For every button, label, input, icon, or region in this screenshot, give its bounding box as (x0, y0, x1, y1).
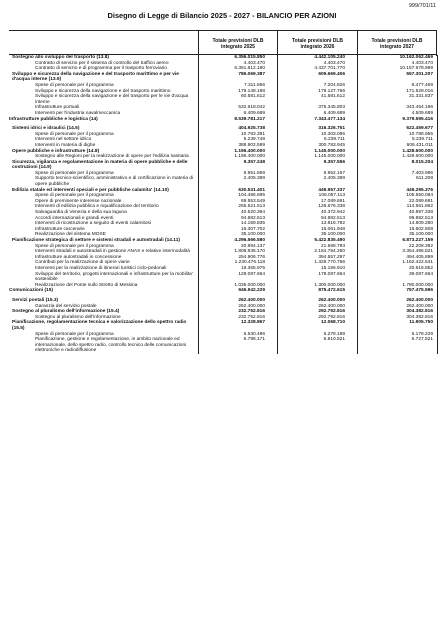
value-2026: 875.472.615 (318, 288, 345, 294)
program-row (9, 72, 437, 83)
value-2026: 1.145.000.000 (314, 154, 345, 160)
column-header-2025: Totale previsioni DLB integrato 2025 (198, 31, 277, 56)
value-2027: 5.239.711 (412, 137, 433, 143)
row-label: Interventi nel settore idrico (35, 137, 92, 143)
value-2027: 494.405.899 (406, 254, 433, 260)
row-label: Opere pubbliche e infrastrutture (14.8) (12, 148, 100, 154)
value-2025: 262.400.000 (238, 297, 265, 303)
value-2027: 3.354.486.821 (402, 249, 433, 255)
row-label: Infrastrutture pubbliche e logistica (14) (9, 116, 98, 122)
row-label: Accordi internazionali e grandi eventi (35, 215, 114, 221)
row-label: Comunicazioni (15) (9, 288, 53, 294)
value-2026: 7.204.826 (323, 82, 345, 88)
value-2027: 10.162.062.469 (399, 55, 433, 60)
row-label: Contratto di servizio e di programma per il trasporto ferroviario (35, 66, 167, 72)
value-2025: 6.356.015.850 (234, 55, 265, 60)
row-label: Servizi postali (15.3) (12, 297, 59, 303)
row-label: Garanzia del servizio postale (35, 303, 97, 309)
value-2027: 114.561.862 (406, 204, 433, 210)
value-2025: 5.798.171 (243, 337, 265, 343)
value-2027: 40.897.338 (408, 210, 433, 216)
value-2026: 5.422.835.490 (314, 238, 345, 243)
row-label: Sviluppo e sicurezza della navigazione e del trasporto marittimo e per vie d'acqua interne (13.9) (12, 71, 179, 83)
value-2027: 22.208.392 (408, 243, 433, 249)
value-2026: 1.300.000.000 (314, 282, 345, 288)
value-2027: 20.616.852 (408, 265, 433, 271)
value-2027: 22.089.691 (408, 198, 433, 204)
value-2026: 21.568.793 (320, 243, 345, 249)
value-2027: 8.015.204 (411, 159, 433, 165)
column-divider (437, 55, 438, 354)
value-2025: 8.539.781.217 (234, 116, 265, 122)
row-label: Spese di personale per il programma (35, 243, 114, 249)
value-2025: 232.752.816 (238, 314, 265, 320)
row-label: Opere di preminente interesse nazionale (35, 198, 122, 204)
mission-row (9, 288, 437, 294)
action-row (9, 176, 437, 187)
value-2026: 292.792.816 (318, 309, 345, 315)
value-2025: 2.405.389 (243, 176, 265, 182)
value-2025: 6.530.496 (243, 331, 265, 337)
value-2027: 16.602.608 (408, 226, 433, 232)
value-2027: 611.208 (416, 176, 433, 182)
value-2025: 35.100.000 (240, 232, 265, 238)
action-row (9, 94, 437, 105)
value-2026: 394.557.297 (318, 254, 345, 260)
value-2027: 99.882.513 (408, 215, 433, 221)
value-2027: 6.873.227.159 (402, 238, 433, 243)
row-label: Infrastrutture autostradali in concessione (35, 254, 122, 260)
value-2025: 4.403.470 (243, 60, 265, 66)
value-2027: 557.301.207 (406, 71, 433, 77)
row-label: Realizzazione del Ponte sullo Stretto di Messina (35, 282, 138, 288)
value-2026: 4.437.701.770 (314, 66, 345, 72)
value-2025: 1.196.400.000 (234, 148, 265, 154)
value-2025: 404.925.738 (238, 126, 265, 132)
value-2027: 171.528.016 (406, 88, 433, 94)
row-label: Contratto di servizio per il sistema di controllo del traffico aereo (35, 60, 169, 66)
row-label: Interventi in materia di dighe (35, 142, 96, 148)
value-2026: 375.345.803 (318, 105, 345, 111)
value-2025: 7.311.856 (244, 82, 265, 88)
value-2026: 5.239.711 (324, 137, 345, 143)
row-label: Infrastrutture carcerarie (35, 226, 85, 232)
row-label: Pianificazione strategica di settore e sistemi stradali e autostradali (14.11) (12, 238, 180, 243)
value-2027: 11.905.750 (409, 320, 433, 326)
row-label: Sostegno al pluralismo dell'informazione (35, 314, 121, 320)
value-2027: 606.431.011 (406, 142, 433, 148)
action-row (9, 337, 437, 354)
value-2025: 60.581.612 (240, 94, 265, 100)
value-2026: 41.581.612 (320, 94, 345, 100)
value-2026: 17.089.691 (320, 198, 345, 204)
row-label: Interventi stradali e autostradali in gestione ANAS e relative intermodalità (35, 249, 190, 255)
row-label: Salvaguardia di Venezia e della sua laguna (35, 210, 127, 216)
mission-row (9, 117, 437, 123)
row-label: Spese di personale per il programma (35, 193, 114, 199)
row-label: Sviluppo del territorio, progetti internazionali e infrastrutture per la mobilita' sostenibile (35, 271, 193, 283)
value-2025: 19.365.975 (240, 265, 265, 271)
program-row (9, 160, 437, 171)
page-number: 999/701/11 (408, 3, 436, 9)
value-2026: 94.882.513 (320, 215, 345, 221)
row-label: Sicurezza, vigilanza e regolamentazione in materia di opere pubbliche e delle costruzioni (14.9) (12, 159, 188, 171)
value-2027: 39.087.664 (408, 271, 433, 277)
value-2025: 262.400.000 (238, 303, 265, 309)
value-2025: 5.239.748 (243, 137, 265, 143)
value-2025: 40.520.394 (240, 210, 265, 216)
value-2027: 5.727.521 (411, 337, 433, 343)
value-2025: 388.902.599 (238, 142, 265, 148)
value-2026: 5.810.521 (323, 337, 345, 343)
value-2026: 126.676.338 (318, 204, 345, 210)
value-2025: 1.035.000.000 (234, 282, 265, 288)
value-2025: 20.894.137 (240, 243, 265, 249)
value-2025: 946.942.229 (238, 288, 265, 294)
value-2027: 31.331.837 (408, 94, 433, 100)
table-body (9, 55, 437, 354)
value-2027: 9.379.595.416 (402, 116, 433, 122)
value-2025: 16.307.702 (240, 226, 265, 232)
value-2026: 10.303.095 (320, 131, 345, 137)
row-label: Interventi di edilizia pubblica e riqualificazione del territorio (35, 204, 159, 210)
value-2027: 14.809.280 (408, 221, 433, 227)
value-2026: 6.409.689 (323, 110, 345, 116)
value-2026: 106.057.113 (318, 193, 345, 199)
value-2026: 15.156.910 (320, 265, 345, 271)
value-2026: 179.127.766 (318, 88, 345, 94)
value-2025: 179.148.188 (238, 88, 265, 94)
row-label: Sostegno al pluralismo dell'informazione (15.4) (12, 309, 120, 315)
page-title: Disegno di Legge di Bilancio 2025 - 2027 - BILANCIO PER AZIONI (107, 11, 337, 20)
column-header-2027: Totale previsioni DLB integrato 2027 (357, 31, 437, 56)
value-2027: 449.295.376 (406, 187, 433, 193)
row-label: Contributi per la realizzazione di opere viarie (35, 260, 130, 266)
value-2026: 1.328.770.766 (314, 260, 345, 266)
value-2026: 2.184.794.260 (314, 249, 345, 255)
value-2025: 1.808.836.170 (234, 249, 265, 255)
value-2027: 757.475.596 (406, 288, 433, 294)
row-label: Interventi per la realizzazione di itinerari turistici ciclo-pedonali (35, 265, 167, 271)
value-2026: 7.343.477.134 (314, 116, 345, 122)
value-2026: 40.372.942 (320, 210, 345, 216)
value-2026: 12.068.710 (320, 320, 345, 326)
value-2026: 300.783.945 (318, 142, 345, 148)
table-header (9, 30, 437, 55)
value-2025: 630.531.401 (238, 187, 265, 193)
value-2026: 6.278.189 (323, 331, 345, 337)
program-row (9, 320, 437, 331)
value-2025: 4.296.566.580 (234, 238, 265, 243)
value-2025: 254.906.776 (238, 254, 265, 260)
value-2026: 16.061.948 (320, 226, 345, 232)
value-2025: 69.553.549 (240, 198, 265, 204)
row-label: Pianificazione, regolamentazione tecnica e valorizzazione dello spettro radio (15.5) (12, 320, 187, 331)
value-2025: 9.357.248 (243, 159, 265, 165)
value-2025: 104.486.895 (238, 193, 265, 199)
value-2027: 1.428.600.000 (402, 154, 433, 160)
value-2026: 178.087.664 (318, 271, 345, 277)
value-2026: 316.326.751 (318, 126, 345, 132)
value-2026: 9.357.556 (323, 159, 345, 165)
value-2027: 1.162.422.541 (402, 260, 433, 266)
budget-table (9, 30, 437, 354)
row-label: Interventi per l'industria navalmeccanica (35, 110, 121, 116)
value-2026: 35.100.000 (320, 232, 345, 238)
value-2025: 14.159.835 (240, 221, 265, 227)
value-2027: 304.382.816 (406, 314, 433, 320)
value-2026: 13.816.792 (320, 221, 345, 227)
value-2025: 1.196.400.000 (234, 154, 265, 160)
value-2025: 12.328.867 (240, 320, 265, 326)
value-2027: 7.403.996 (411, 170, 433, 176)
value-2025: 6.409.689 (243, 110, 265, 116)
row-label: Spese di personale per il programma (35, 331, 114, 337)
value-2027: 622.459.677 (406, 126, 433, 132)
row-label: Sostegno alle Regioni per la realizzazione di opere per l'edilizia sanitaria (35, 154, 189, 160)
row-label: Sistemi idrici e idraulici (14.5) (12, 126, 80, 132)
row-label: Sviluppo e sicurezza della navigazione e del trasporto marittimo (35, 88, 171, 94)
value-2027: 262.400.000 (406, 297, 433, 303)
value-2025: 786.069.387 (238, 71, 265, 77)
value-2027: 6.178.229 (411, 331, 433, 337)
value-2027: 1.428.600.000 (402, 148, 433, 154)
value-2027: 35.100.000 (408, 232, 433, 238)
value-2025: 129.087.664 (238, 271, 265, 277)
value-2026: 292.792.816 (318, 314, 345, 320)
value-2027: 1.780.000.000 (402, 282, 433, 288)
value-2025: 6.351.612.180 (234, 66, 265, 72)
value-2026: 4.442.105.240 (314, 55, 345, 60)
value-2026: 6.952.167 (323, 170, 345, 176)
value-2027: 10.157.678.999 (399, 66, 433, 72)
value-2026: 262.400.000 (318, 297, 345, 303)
value-2026: 2.405.389 (323, 176, 345, 182)
value-2025: 6.951.859 (243, 170, 265, 176)
row-label: Supporto tecnico-scientifico, amministrativo e di certificazione in materia di opere pubbliche (35, 176, 194, 188)
row-label: Spese di personale per il programma (35, 170, 114, 176)
value-2027: 10.788.955 (408, 131, 433, 137)
row-label: Spese di personale per il programma (35, 131, 114, 137)
value-2026: 449.957.337 (318, 187, 345, 193)
value-2027: 6.477.469 (411, 82, 433, 88)
value-2026: 4.403.470 (323, 60, 345, 66)
value-2025: 532.618.042 (238, 105, 265, 111)
value-2027: 4.509.689 (411, 110, 433, 116)
row-label: Infrastrutture portuali (35, 105, 80, 111)
action-row (9, 272, 437, 283)
row-label: Realizzazione del sistema MOSE (35, 232, 106, 238)
row-label: Sviluppo e sicurezza della navigazione e del trasporto per le vie d'acqua interne (35, 94, 189, 105)
value-2027: 304.382.816 (406, 309, 433, 315)
row-label: Edilizia statale ed interventi speciali e per pubbliche calamita' (14.10) (12, 187, 169, 193)
value-2025: 232.752.816 (238, 309, 265, 315)
row-label: Pianificazione, gestione e regolamentazione, in ambito nazionale ed internazionale, dello spettro radio, controllo tecnico delle comunicazioni elettroniche e radiodiffusione (35, 337, 187, 354)
value-2025: 1.230.476.118 (234, 260, 265, 266)
value-2025: 10.783.391 (240, 131, 265, 137)
value-2027: 343.454.196 (406, 105, 433, 111)
row-label: Sostegno allo sviluppo del trasporto (13.8) (12, 55, 110, 60)
row-label: Interventi di ricostruzione a seguito di eventi calamitosi (35, 221, 151, 227)
value-2027: 262.400.000 (406, 303, 433, 309)
value-2025: 94.882.513 (240, 215, 265, 221)
value-2027: 105.550.084 (406, 193, 433, 199)
value-2027: 4.403.470 (411, 60, 433, 66)
value-2025: 255.521.513 (238, 204, 265, 210)
value-2026: 609.669.406 (318, 71, 345, 77)
value-2026: 1.145.000.000 (314, 148, 345, 154)
column-header-2026: Totale previsioni DLB integrato 2026 (277, 31, 357, 56)
row-label: Spese di personale per il programma (35, 82, 114, 88)
value-2026: 262.400.000 (318, 303, 345, 309)
